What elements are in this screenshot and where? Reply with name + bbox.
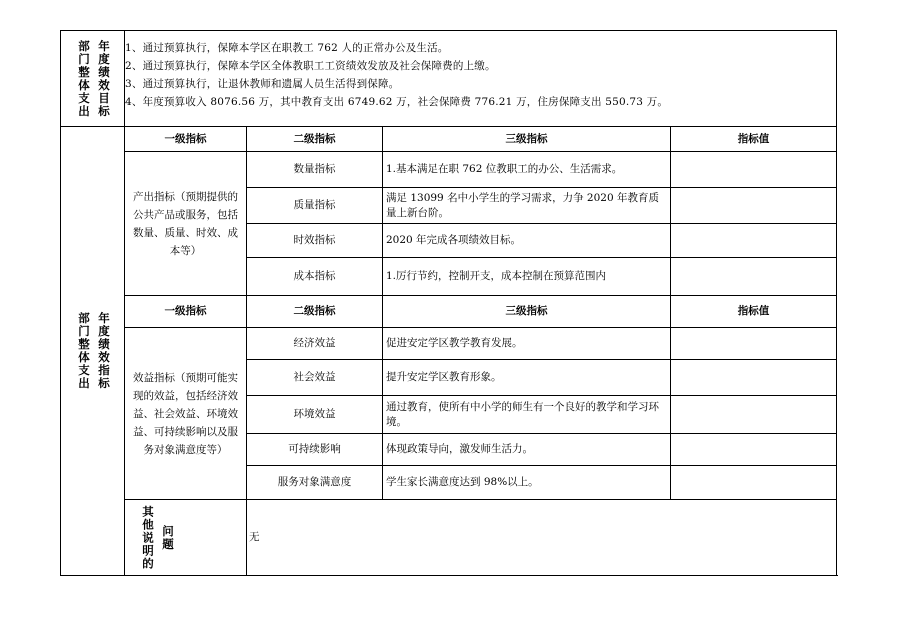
goal-item: 3、通过预算执行，让退休教师和遗属人员生活得到保障。 <box>125 78 400 90</box>
output-level2: 数量指标 <box>247 152 383 188</box>
benefit-level3: 促进安定学区教学教育发展。 <box>383 328 671 360</box>
benefit-level3: 通过教育，使所有中小学的师生有一个良好的教学和学习环境。 <box>383 396 671 434</box>
header-level3: 三级指标 <box>383 296 671 328</box>
output-row <box>61 152 837 188</box>
header-level2: 二级指标 <box>247 127 383 152</box>
benefit-level2: 环境效益 <box>247 396 383 434</box>
benefit-value <box>671 434 837 466</box>
header-value: 指标值 <box>671 127 837 152</box>
benefit-level2: 可持续影响 <box>247 434 383 466</box>
goal-item: 4、年度预算收入 8076.56 万，其中教育支出 6749.62 万，社会保障费 776.21 万，住房保障支出 550.73 万。 <box>125 96 669 108</box>
indicator-header-row <box>61 127 837 152</box>
output-value <box>671 224 837 258</box>
goal-item: 1、通过预算执行，保障本学区在职教工 762 人的正常办公及生活。 <box>125 42 449 54</box>
output-level2: 时效指标 <box>247 224 383 258</box>
output-level2: 质量指标 <box>247 188 383 224</box>
benefit-value <box>671 466 837 500</box>
indicators-label-col1: 部 门 整 体 支 出 <box>78 311 90 390</box>
other-issues-label-cell <box>125 500 247 576</box>
goals-row <box>61 31 837 127</box>
goals-label-col1: 部 门 整 体 支 出 <box>78 38 90 118</box>
other-issues-value: 无 <box>247 500 837 576</box>
benefit-row <box>61 328 837 360</box>
header-level1: 一级指标 <box>125 127 247 152</box>
benefit-level2: 服务对象满意度 <box>247 466 383 500</box>
benefit-value <box>671 360 837 396</box>
goals-label-cell <box>61 31 125 127</box>
output-value <box>671 152 837 188</box>
header-level2: 二级指标 <box>247 296 383 328</box>
benefit-level3: 学生家长满意度达到 98%以上。 <box>383 466 671 500</box>
benefit-level2: 社会效益 <box>247 360 383 396</box>
benefit-level1: 效益指标（预期可能实现的效益，包括经济效益、社会效益、环境效益、可持续影响以及服务对象满意度等） <box>125 328 247 500</box>
indicators-label-cell <box>61 127 125 576</box>
other-issues-row <box>61 500 837 576</box>
goals-label-col2: 年 度 绩 效 目 标 <box>98 38 110 118</box>
output-value <box>671 258 837 296</box>
benefit-value <box>671 396 837 434</box>
performance-table <box>60 30 837 576</box>
header-value: 指标值 <box>671 296 837 328</box>
indicators-label-col2: 年 度 绩 效 指 标 <box>98 311 110 390</box>
output-value <box>671 188 837 224</box>
indicator-header-row <box>61 296 837 328</box>
benefit-level2: 经济效益 <box>247 328 383 360</box>
benefit-level3: 提升安定学区教育形象。 <box>383 360 671 396</box>
output-level3: 1.厉行节约，控制开支，成本控制在预算范围内 <box>383 258 671 296</box>
output-level3: 2020 年完成各项绩效目标。 <box>383 224 671 258</box>
output-level2: 成本指标 <box>247 258 383 296</box>
goal-item: 2、通过预算执行，保障本学区全体教职工工资绩效发放及社会保障费的上缴。 <box>125 60 496 72</box>
other-label-col2: 问 题 <box>162 523 174 551</box>
output-level3: 1.基本满足在职 762 位教职工的办公、生活需求。 <box>383 152 671 188</box>
goals-content <box>125 31 837 127</box>
benefit-level3: 体现政策导向，激发师生活力。 <box>383 434 671 466</box>
header-level3: 三级指标 <box>383 127 671 152</box>
output-level3: 满足 13099 名中小学生的学习需求，力争 2020 年教育质量上新台阶。 <box>383 188 671 224</box>
output-level1: 产出指标（预期提供的公共产品或服务，包括数量、质量、时效、成本等） <box>125 152 247 296</box>
header-level1: 一级指标 <box>125 296 247 328</box>
other-label-col1: 其 他 说 明 的 <box>142 504 154 570</box>
benefit-value <box>671 328 837 360</box>
